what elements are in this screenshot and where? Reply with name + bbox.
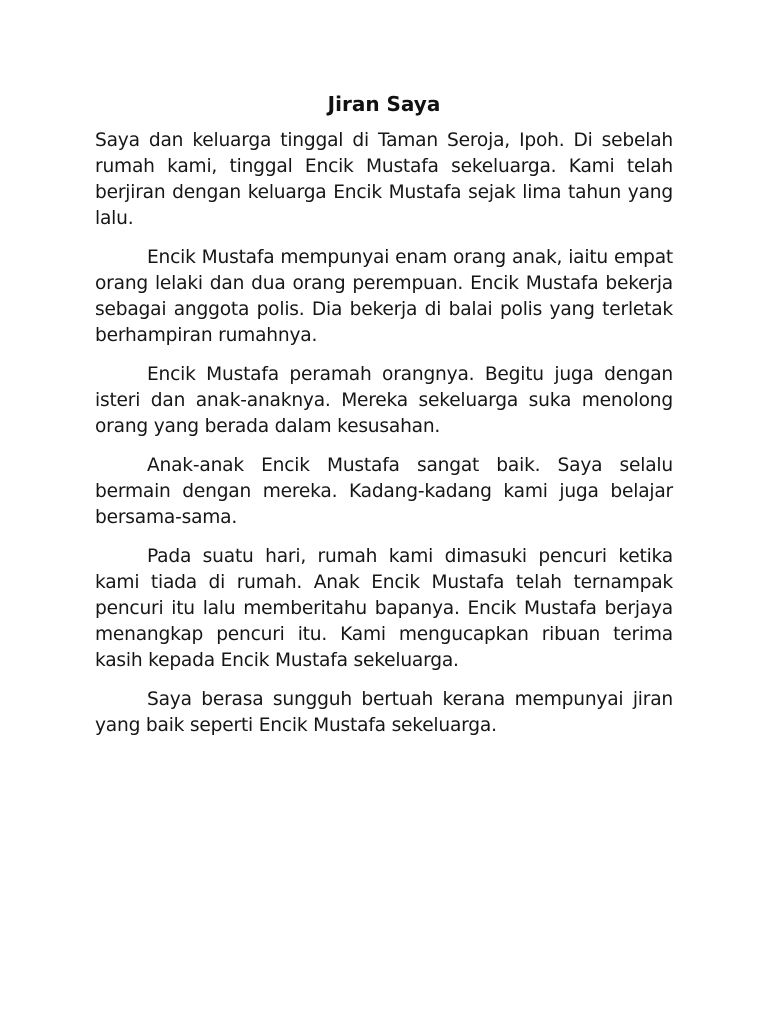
paragraph-2: Encik Mustafa mempunyai enam orang anak, iaitu empat orang lelaki dan dua orang perempuan. Encik Mustafa bekerja sebagai anggota polis. Dia bekerja di balai polis yang terletak berhampiran rumahnya. <box>95 247 673 346</box>
paragraph-1: Saya dan keluarga tinggal di Taman Seroja, Ipoh. Di sebelah rumah kami, tinggal Encik Mustafa sekeluarga. Kami telah berjiran dengan keluarga Encik Mustafa sejak lima tahun yang lalu. <box>95 130 673 229</box>
paragraph-6: Saya berasa sungguh bertuah kerana mempunyai jiran yang baik seperti Encik Mustafa sekeluarga. <box>95 689 673 736</box>
document-body <box>95 128 673 752</box>
paragraph-5: Pada suatu hari, rumah kami dimasuki pencuri ketika kami tiada di rumah. Anak Encik Mustafa telah ternampak pencuri itu lalu memberitahu bapanya. Encik Mustafa berjaya menangkap pencuri itu. Kami mengucapkan ribuan terima kasih kepada Encik Mustafa sekeluarga. <box>95 546 673 671</box>
paragraph-3: Encik Mustafa peramah orangnya. Begitu juga dengan isteri dan anak-anaknya. Mereka sekeluarga suka menolong orang yang berada dalam kesusahan. <box>95 364 673 437</box>
document-title: Jiran Saya <box>327 92 441 116</box>
paragraph-4: Anak-anak Encik Mustafa sangat baik. Saya selalu bermain dengan mereka. Kadang-kadang kami juga belajar bersama-sama. <box>95 455 673 528</box>
